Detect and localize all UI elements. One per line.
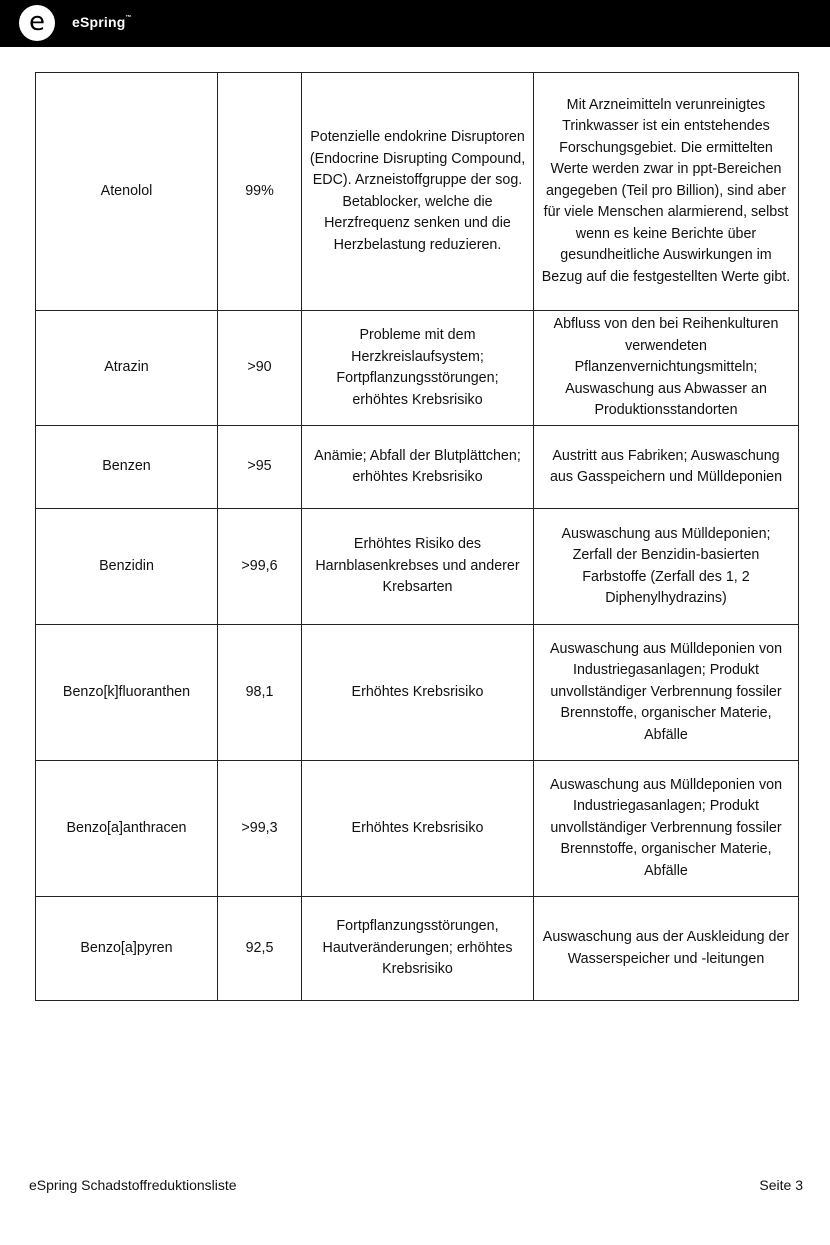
- footer-page-number: Seite 3: [759, 1177, 803, 1193]
- brand-name: [72, 14, 132, 30]
- table-row: [36, 426, 799, 509]
- health-effects-cell: Probleme mit dem Herzkreislaufsystem; Fortpflanzungsstörungen; erhöhtes Krebsrisiko: [302, 311, 534, 426]
- footer-document-title: eSpring Schadstoffreduktionsliste: [29, 1177, 237, 1193]
- sources-cell: Abfluss von den bei Reihenkulturen verwendeten Pflanzenvernichtungsmitteln; Auswaschung aus Abwasser an Produktionsstandorten: [534, 311, 799, 426]
- sources-cell: Auswaschung aus Mülldeponien von Industriegasanlagen; Produkt unvollständiger Verbrennung fossiler Brennstoffe, organischer Materie, Abfälle: [534, 625, 799, 761]
- health-effects-cell: Potenzielle endokrine Disruptoren (Endocrine Disrupting Compound, EDC). Arzneistoffgruppe der sog. Betablocker, welche die Herzfrequenz senken und die Herzbelastung reduzieren.: [302, 73, 534, 311]
- sources-cell: Auswaschung aus Mülldeponien von Industriegasanlagen; Produkt unvollständiger Verbrennung fossiler Brennstoffe, organischer Materie, Abfälle: [534, 761, 799, 897]
- sources-cell: Austritt aus Fabriken; Auswaschung aus Gasspeichern und Mülldeponien: [534, 426, 799, 509]
- sources-cell: Auswaschung aus der Auskleidung der Wasserspeicher und -leitungen: [534, 897, 799, 1001]
- reduction-cell: 98,1: [218, 625, 302, 761]
- health-effects-cell: Anämie; Abfall der Blutplättchen; erhöhtes Krebsrisiko: [302, 426, 534, 509]
- health-effects-cell: Fortpflanzungsstörungen, Hautveränderungen; erhöhtes Krebsrisiko: [302, 897, 534, 1001]
- reduction-cell: >99,6: [218, 509, 302, 625]
- health-effects-cell: Erhöhtes Krebsrisiko: [302, 625, 534, 761]
- espring-logo: [19, 5, 55, 41]
- brand-text: eSpring: [72, 14, 126, 30]
- sources-cell: Mit Arzneimitteln verunreinigtes Trinkwasser ist ein entstehendes Forschungsgebiet. Die ermittelten Werte werden zwar in ppt-Bereichen angegeben (Teil pro Billion), sind aber für viele Menschen alarmierend, selbst wenn es keine Berichte über gesundheitliche Auswirkungen im Bezug auf die festgestellten Werte gibt.: [534, 73, 799, 311]
- trademark-mark: ™: [125, 15, 132, 21]
- reduction-cell: >99,3: [218, 761, 302, 897]
- health-effects-cell: Erhöhtes Risiko des Harnblasenkrebses und anderer Krebsarten: [302, 509, 534, 625]
- reduction-cell: 99%: [218, 73, 302, 311]
- health-effects-cell: Erhöhtes Krebsrisiko: [302, 761, 534, 897]
- substance-cell: Atrazin: [36, 311, 218, 426]
- pollutant-table: [35, 72, 799, 1001]
- substance-cell: Benzo[a]anthracen: [36, 761, 218, 897]
- sources-cell: Auswaschung aus Mülldeponien; Zerfall der Benzidin-basierten Farbstoffe (Zerfall des 1, 2 Diphenylhydrazins): [534, 509, 799, 625]
- table-row: [36, 897, 799, 1001]
- reduction-cell: >95: [218, 426, 302, 509]
- espring-logo-icon: e: [29, 7, 45, 37]
- table-row: [36, 761, 799, 897]
- table-row: [36, 73, 799, 311]
- table-row: [36, 311, 799, 426]
- table-row: [36, 509, 799, 625]
- substance-cell: Benzidin: [36, 509, 218, 625]
- reduction-cell: 92,5: [218, 897, 302, 1001]
- substance-cell: Atenolol: [36, 73, 218, 311]
- substance-cell: Benzo[a]pyren: [36, 897, 218, 1001]
- reduction-cell: >90: [218, 311, 302, 426]
- substance-cell: Benzen: [36, 426, 218, 509]
- substance-cell: Benzo[k]fluoranthen: [36, 625, 218, 761]
- table-row: [36, 625, 799, 761]
- header-bar: [0, 0, 830, 47]
